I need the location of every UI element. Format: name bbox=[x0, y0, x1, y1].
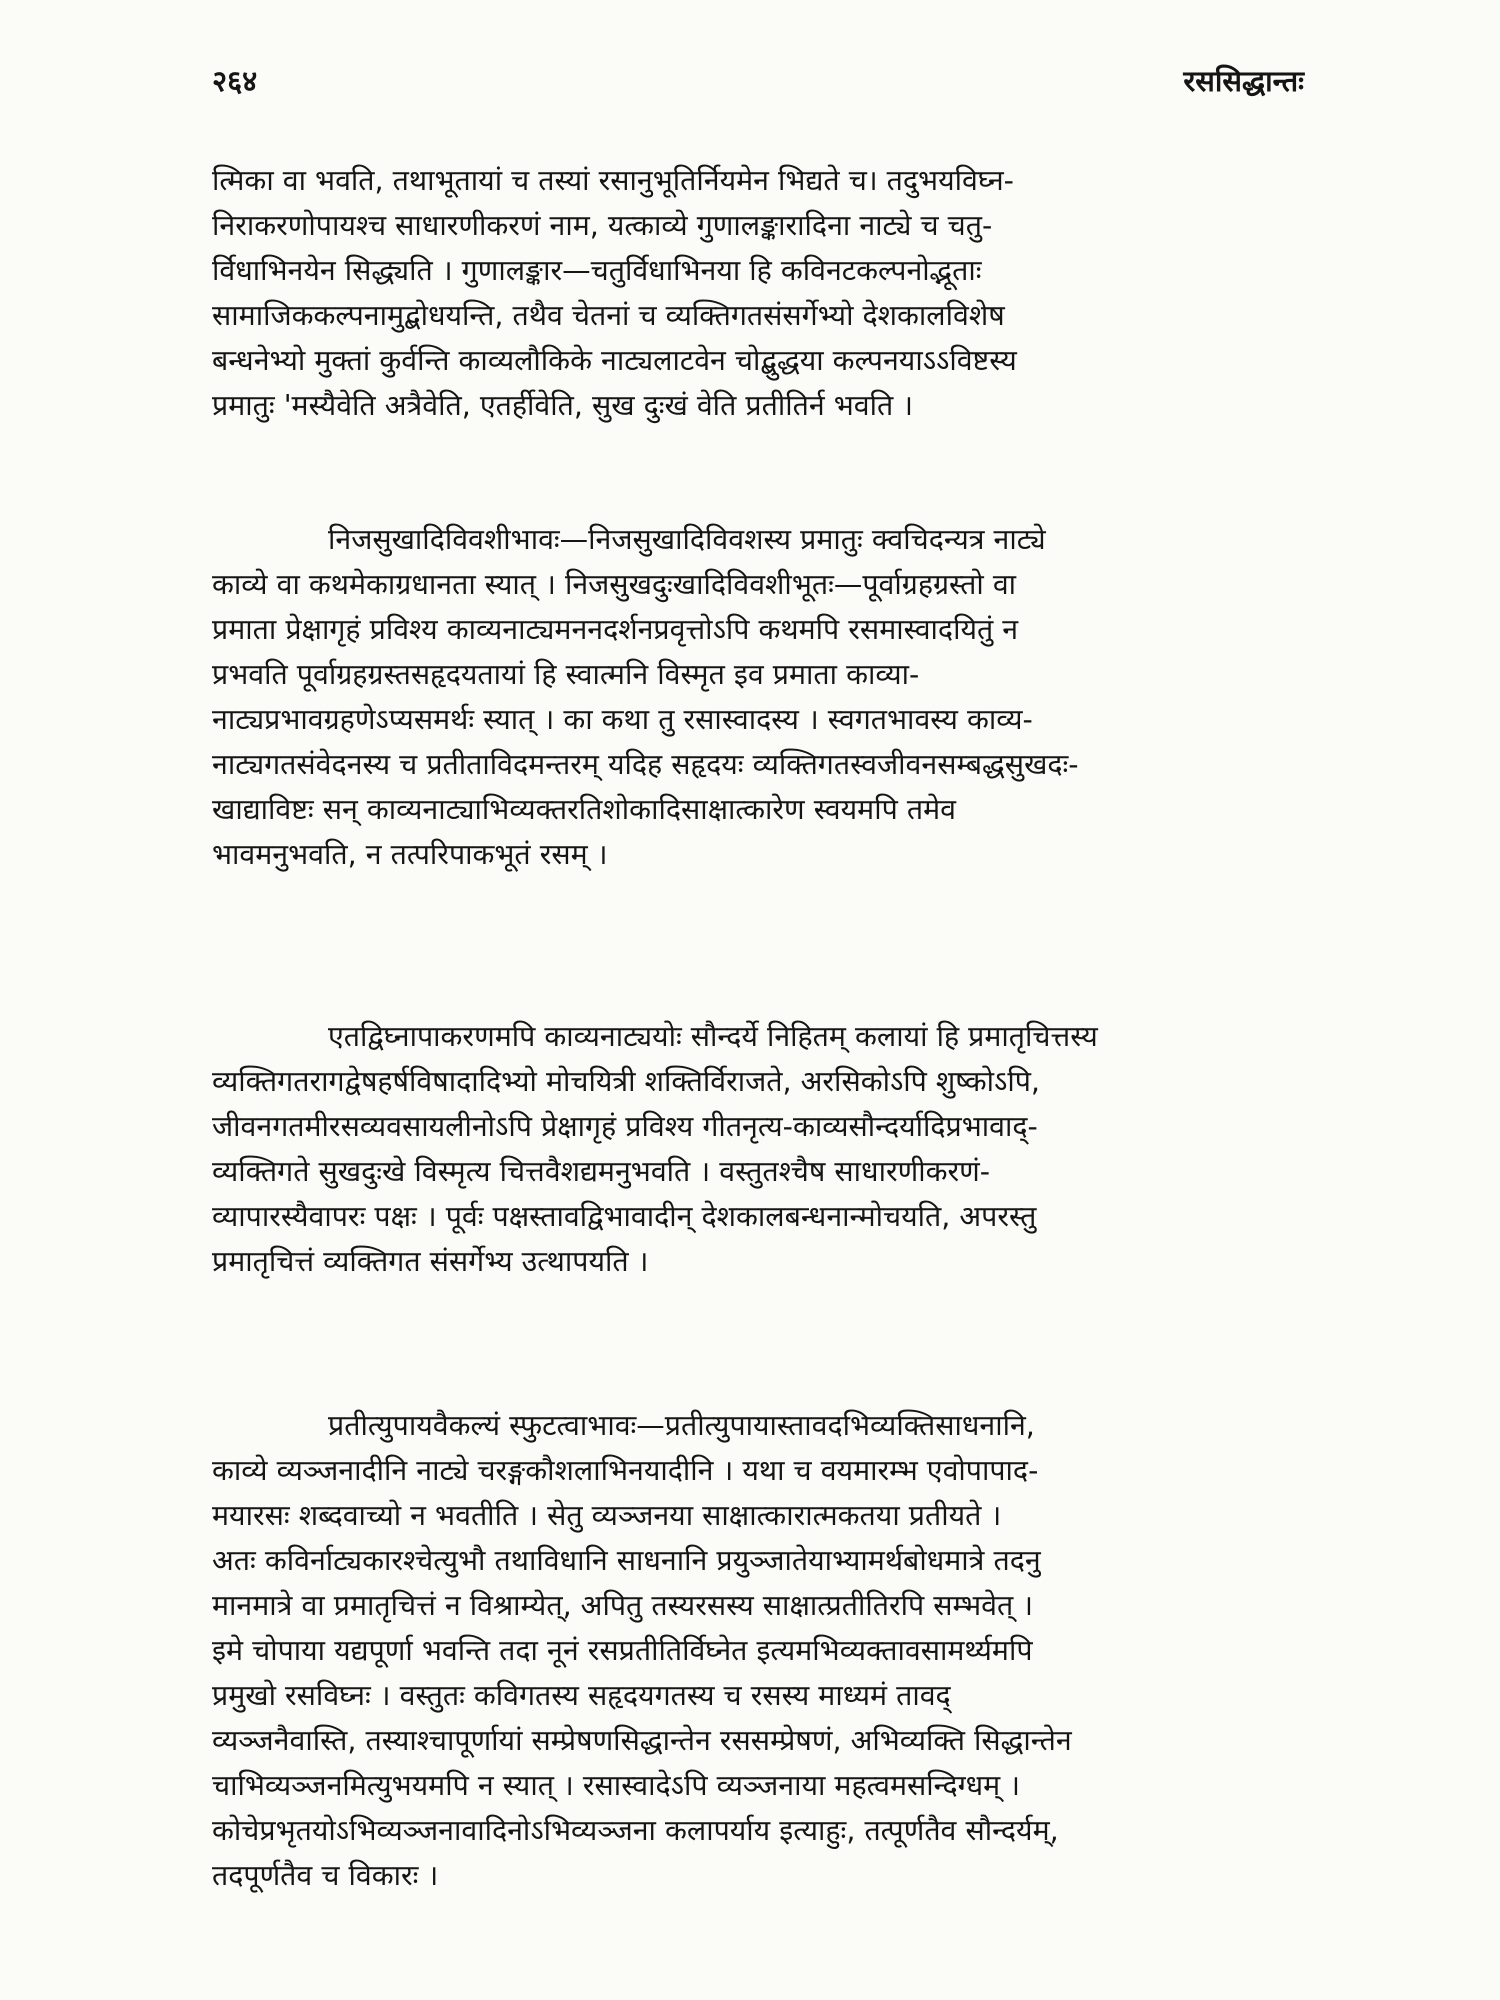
paragraph-1 bbox=[212, 158, 1306, 428]
paragraph-2 bbox=[212, 517, 1306, 877]
paragraph-line: निराकरणोपायश्च साधारणीकरणं नाम, यत्काव्ये गुणालङ्कारादिना नाट्ये च चतु- bbox=[212, 209, 993, 242]
paragraph-line: एतद्विघ्नापाकरणमपि काव्यनाट्ययोः सौन्दर्ये निहितम् कलायां हि प्रमातृचित्तस्य bbox=[328, 1020, 1098, 1053]
paragraph-4 bbox=[212, 1403, 1306, 1898]
paragraph-line: प्रमुखो रसविघ्नः । वस्तुतः कविगतस्य सहृदयगतस्य च रसस्य माध्यमं तावद् bbox=[212, 1679, 951, 1712]
paragraph-line: प्रमातृचित्तं व्यक्तिगत संसर्गेभ्य उत्थापयति । bbox=[212, 1245, 649, 1278]
paragraph-line: व्यक्तिगते सुखदुःखे विस्मृत्य चित्तवैशद्यमनुभवति । वस्तुतश्चैष साधारणीकरणं- bbox=[212, 1155, 991, 1188]
paragraph-line: जीवनगतमीरसव्यवसायलीनोऽपि प्रेक्षागृहं प्रविश्य गीतनृत्य-काव्यसौन्दर्यादिप्रभावाद्- bbox=[212, 1110, 1038, 1143]
paragraph-line: निजसुखादिविवशीभावः—निजसुखादिविवशस्य प्रमातुः क्वचिदन्यत्र नाट्ये bbox=[328, 523, 1046, 556]
paragraph-line: व्यञ्जनैवास्ति, तस्याश्चापूर्णायां सम्प्रेषणसिद्धान्तेन रससम्प्रेषणं, अभिव्यक्ति सिद्धान्तेन bbox=[212, 1724, 1072, 1757]
paragraph-line: व्यक्तिगतरागद्वेषहर्षविषादादिभ्यो मोचयित्री शक्तिर्विराजते, अरसिकोऽपि शुष्कोऽपि, bbox=[212, 1065, 1040, 1098]
paragraph-line: काव्ये व्यञ्जनादीनि नाट्ये चरङ्गकौशलाभिनयादीनि । यथा च वयमारम्भ एवोपापाद- bbox=[212, 1454, 1039, 1487]
paragraph-line: त्मिका वा भवति, तथाभूतायां च तस्यां रसानुभूतिर्नियमेन भिद्यते च। तदुभयविघ्न- bbox=[212, 164, 1014, 197]
paragraph-line: बन्धनेभ्यो मुक्तां कुर्वन्ति काव्यलौकिके नाट्यलाटवेन चोद्बुद्धया कल्पनयाऽऽविष्टस्य bbox=[212, 344, 1017, 377]
paragraph-line: नाट्यगतसंवेदनस्य च प्रतीताविदमन्तरम् यदिह सहृदयः व्यक्तिगतस्वजीवनसम्बद्धसुखदः- bbox=[212, 748, 1079, 781]
paragraph-line: तदपूर्णतैव च विकारः । bbox=[212, 1859, 439, 1892]
page-header bbox=[212, 60, 1304, 102]
paragraph-line: खाद्याविष्टः सन् काव्यनाट्याभिव्यक्तरतिशोकादिसाक्षात्कारेण स्वयमपि तमेव bbox=[212, 793, 956, 826]
paragraph-line: भावमनुभवति, न तत्परिपाकभूतं रसम् । bbox=[212, 838, 608, 871]
paragraph-line: अतः कविर्नाट्यकारश्चेत्युभौ तथाविधानि साधनानि प्रयुञ्जातेयाभ्यामर्थबोधमात्रे तदनु bbox=[212, 1544, 1041, 1577]
paragraph-line: चाभिव्यञ्जनमित्युभयमपि न स्यात् । रसास्वादेऽपि व्यञ्जनाया महत्वमसन्दिग्धम् । bbox=[212, 1769, 1021, 1802]
paragraph-line: र्विधाभिनयेन सिद्ध्यति । गुणालङ्कार—चतुर्विधाभिनया हि कविनटकल्पनोद्भूताः bbox=[212, 254, 982, 287]
paragraph-line: काव्ये वा कथमेकाग्रधानता स्यात् । निजसुखदुःखादिविवशीभूतः—पूर्वाग्रहग्रस्तो वा bbox=[212, 568, 1017, 601]
running-head-title: रससिद्धान्तः bbox=[1183, 64, 1304, 98]
paragraph-line: प्रमाता प्रेक्षागृहं प्रविश्य काव्यनाट्यमननदर्शनप्रवृत्तोऽपि कथमपि रसमास्वादयितुं न bbox=[212, 613, 1019, 646]
paragraph-line: मानमात्रे वा प्रमातृचित्तं न विश्राम्येत्, अपितु तस्यरसस्य साक्षात्प्रतीतिरपि सम्भवेत् । bbox=[212, 1589, 1034, 1622]
paragraph-line: सामाजिककल्पनामुद्बोधयन्ति, तथैव चेतनां च व्यक्तिगतसंसर्गेभ्यो देशकालविशेष bbox=[212, 299, 1005, 332]
paragraph-line: कोचेप्रभृतयोऽभिव्यञ्जनावादिनोऽभिव्यञ्जना कलापर्याय इत्याहुः, तत्पूर्णतैव सौन्दर्यम्, bbox=[212, 1814, 1059, 1847]
paragraph-line: मयारसः शब्दवाच्यो न भवतीति । सेतु व्यञ्जनया साक्षात्कारात्मकतया प्रतीयते । bbox=[212, 1499, 1002, 1532]
paragraph-line: नाट्यप्रभावग्रहणेऽप्यसमर्थः स्यात् । का कथा तु रसास्वादस्य । स्वगतभावस्य काव्य- bbox=[212, 703, 1033, 736]
paragraph-line: प्रमातुः 'मस्यैवेति अत्रैवेति, एतर्हीवेति, सुख दुःखं वेति प्रतीतिर्न भवति । bbox=[212, 389, 914, 422]
paragraph-line: व्यापारस्यैवापरः पक्षः । पूर्वः पक्षस्तावद्विभावादीन् देशकालबन्धनान्मोचयति, अपरस्तु bbox=[212, 1200, 1037, 1233]
paragraph-line: प्रभवति पूर्वाग्रहग्रस्तसहृदयतायां हि स्वात्मनि विस्मृत इव प्रमाता काव्या- bbox=[212, 658, 920, 691]
page-number: २६४ bbox=[212, 64, 258, 98]
paragraph-line: प्रतीत्युपायवैकल्यं स्फुटत्वाभावः—प्रतीत्युपायास्तावदभिव्यक्तिसाधनानि, bbox=[328, 1409, 1035, 1442]
paragraph-3 bbox=[212, 1014, 1306, 1284]
paragraph-line: इमे चोपाया यद्यपूर्णा भवन्ति तदा नूनं रसप्रतीतिर्विघ्नेत इत्यमभिव्यक्तावसामर्थ्यमपि bbox=[212, 1634, 1033, 1667]
